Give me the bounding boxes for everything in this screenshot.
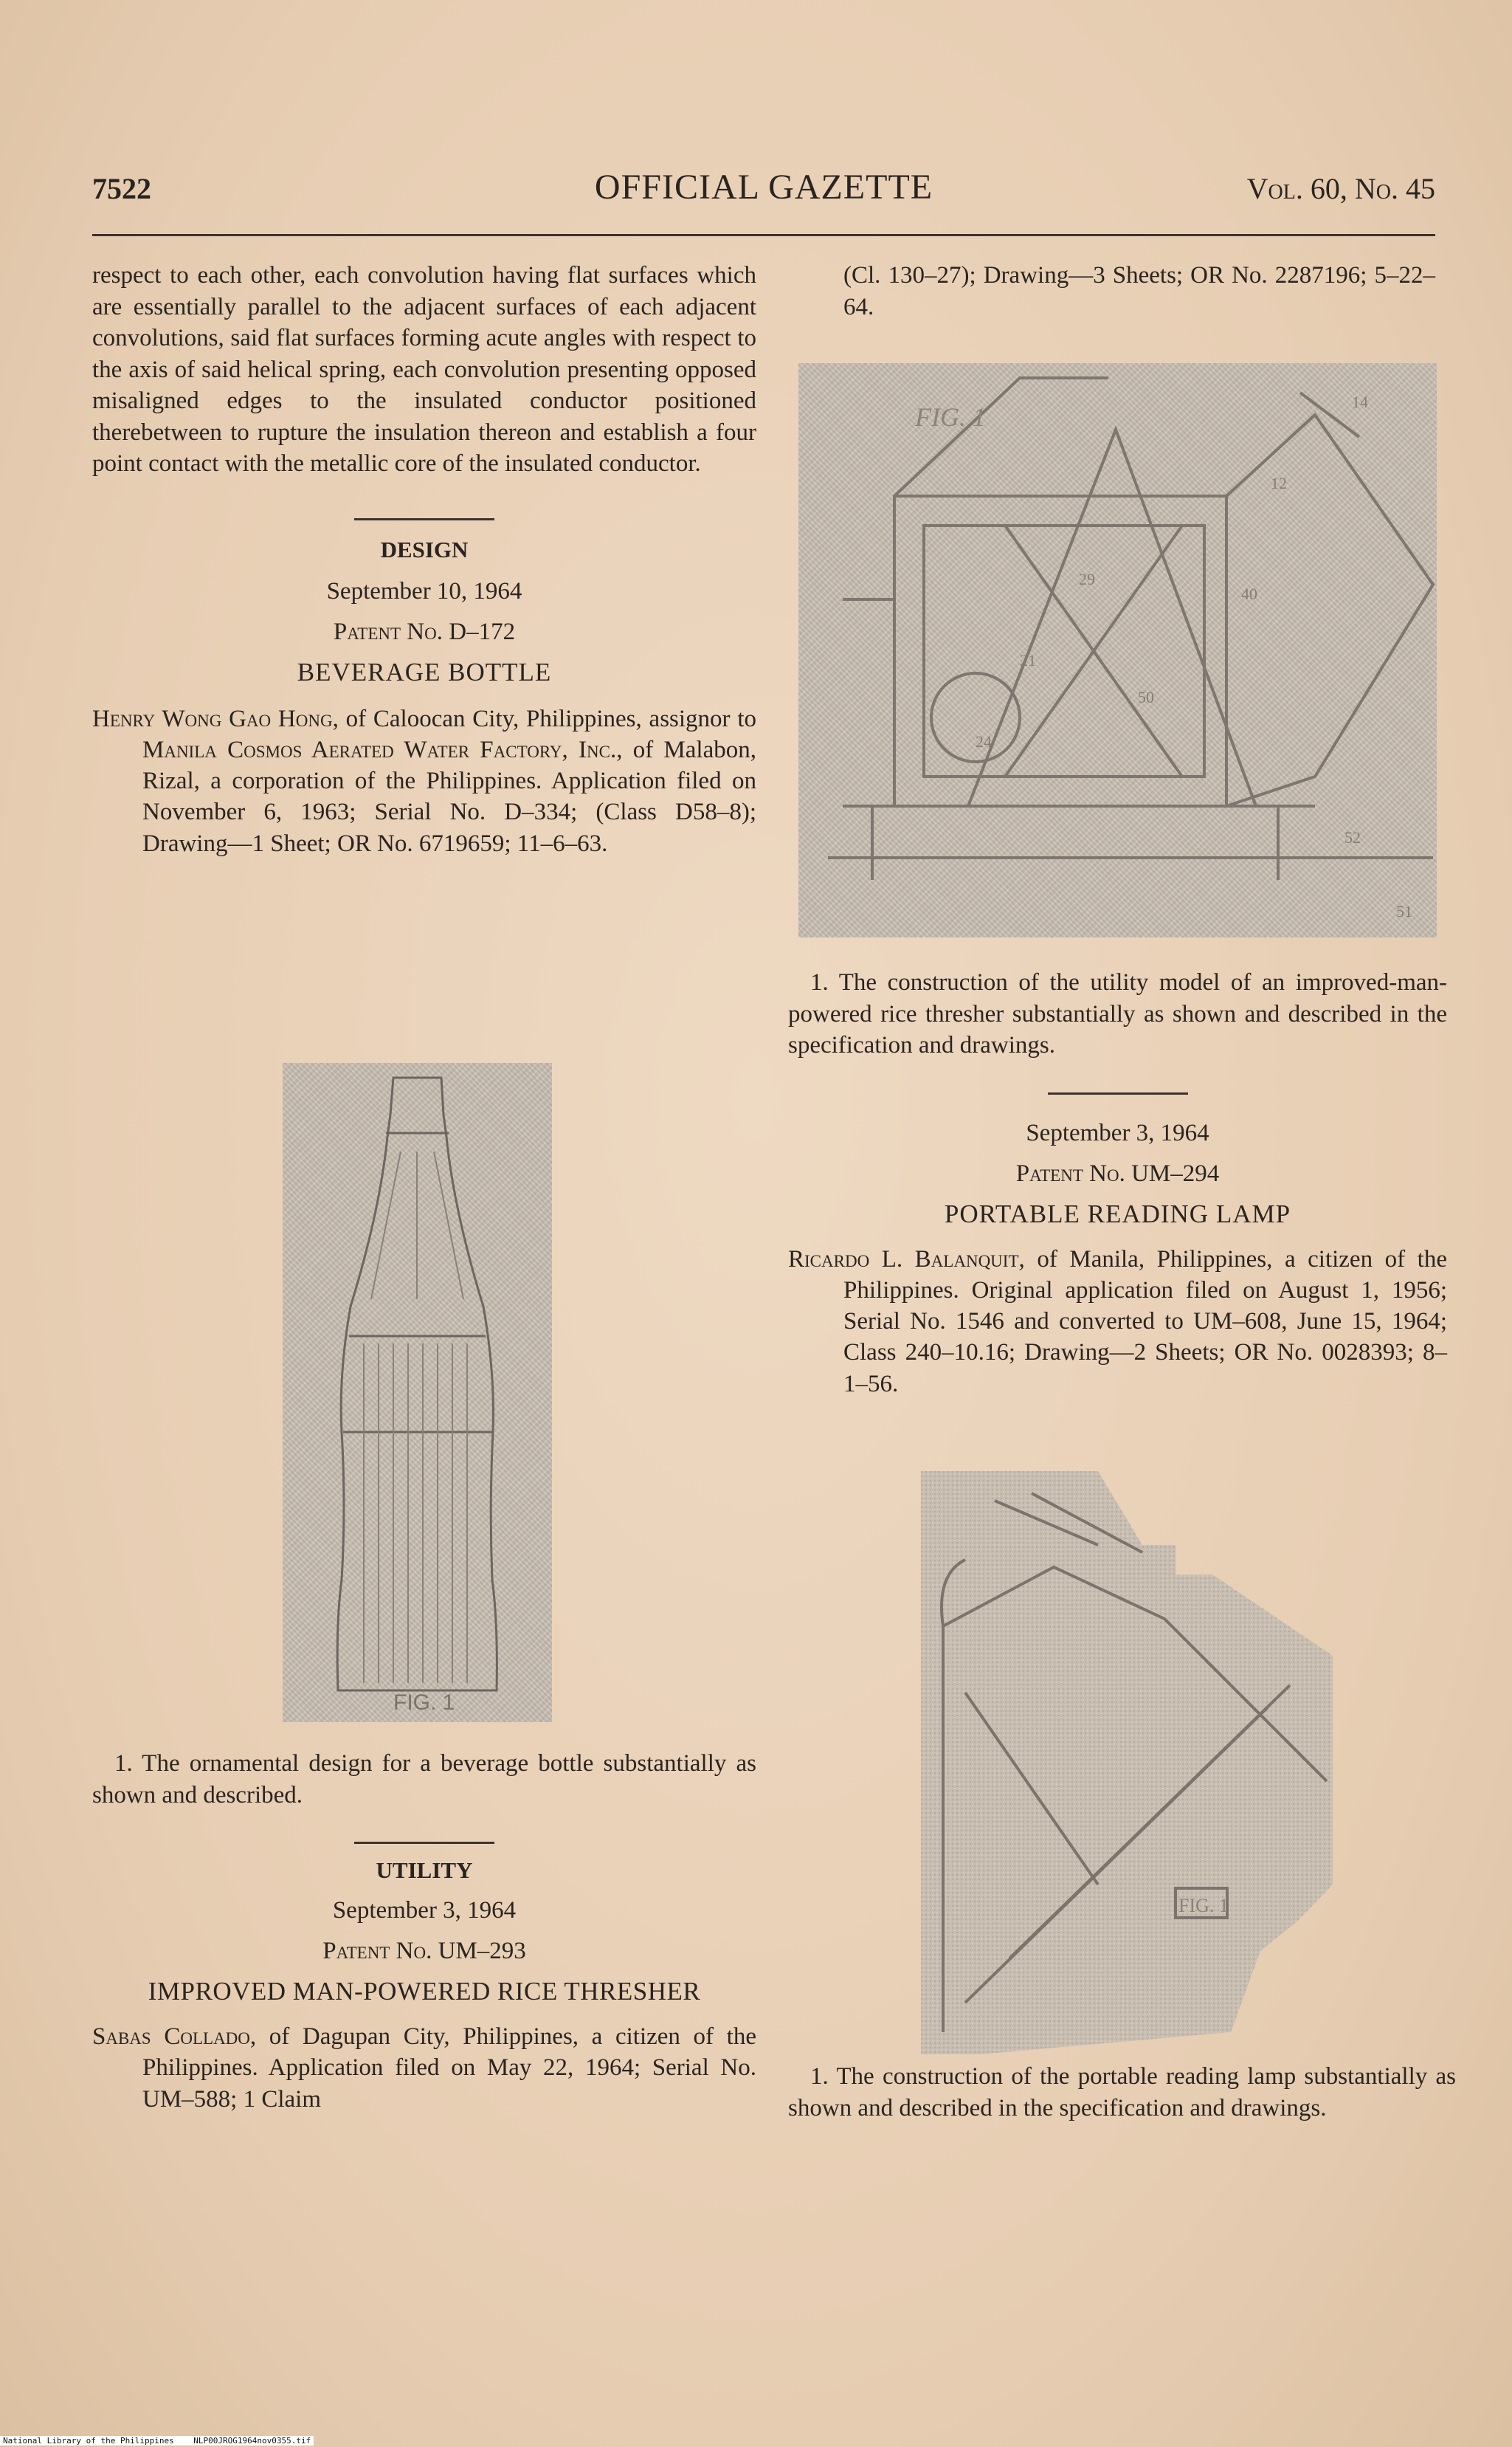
section-heading-utility: UTILITY [376,1857,473,1883]
svg-text:29: 29 [1079,570,1095,588]
continuation-text: respect to each other, each convolution having flat surfaces which are essentially parallel to the adjacent surfaces of each adjacent convolutions, said flat surfaces forming acute angles with respect to the axis of said helical spring, each convolution presenting opposed misaligned edges to the insulated conductor positioned therebetween to rupture the insulation thereon and establish a four point contact with the metallic core of the insulated conductor. [92,262,756,477]
design-inventor: Henry Wong Gao Hong, [92,705,339,732]
design-claim: 1. The ornamental design for a beverage bottle substantially as shown and described. [92,1750,756,1808]
svg-text:24: 24 [976,732,992,751]
utility-date: September 3, 1964 [332,1897,517,1924]
design-body-text-2: of Malabon, Rizal, a corporation of the Philippines. Application filed on November 6, 1963; Serial No. D–334; (Class D58–8); Drawing—1 Sheet; OR No. 6719659; 11–6–63. [142,736,756,857]
left-column-lower [92,1748,756,2115]
section-divider [1048,1092,1188,1095]
lamp-inventor: Ricardo L. Balanquit, [788,1245,1025,1273]
utility-inventor: Sabas Collado, [92,2023,257,2050]
lamp-figure-label: FIG. 1 [1178,1895,1229,1916]
section-divider [354,518,494,520]
lamp-body-text: of Manila, Philippines, a citizen of the Philippines. Original application filed on August 1, 1956; Serial No. 1546 and converted to UM–608, June 15, 1964; Class 240–10.16; Drawing—2 Sheets; OR No. 0028393; 8–1–56. [843,1245,1447,1397]
svg-text:50: 50 [1138,688,1154,706]
section-heading-design: DESIGN [380,536,469,562]
utility-title: IMPROVED MAN-POWERED RICE THRESHER [148,1977,701,2006]
lamp-claim: 1. The construction of the portable reading lamp substantially as shown and described in the specification and drawings. [788,2063,1456,2121]
thresher-figure-label: FIG. 1 [915,402,986,432]
svg-text:52: 52 [1344,828,1361,847]
scan-footer: National Library of the Philippines NLP00JROG1964nov0355.tif [0,2436,314,2446]
svg-text:21: 21 [1020,651,1036,670]
rice-thresher-figure [798,363,1437,937]
bottle-figure-label: FIG. 1 [393,1690,455,1715]
left-column [92,260,756,859]
right-column-middle [788,967,1447,1400]
design-body-text-1: of Caloocan City, Philippines, assignor to [338,705,756,732]
thresher-claim: 1. The construction of the utility model of an improved-man-powered rice thresher substantially as shown and described in the specification and drawings. [788,969,1447,1059]
right-column-lower [788,2061,1456,2124]
utility-body-text: of Dagupan City, Philippines, a citizen of the Philippines. Application filed on May 22, 1964; Serial No. UM–588; 1 Claim [142,2023,757,2113]
svg-text:12: 12 [1271,474,1287,492]
svg-text:40: 40 [1241,585,1257,603]
lamp-title: PORTABLE READING LAMP [944,1199,1291,1228]
design-date: September 10, 1964 [326,577,522,605]
beverage-bottle-figure [283,1063,552,1722]
design-assignee: Manila Cosmos Aerated Water Factory, Inc., [142,736,623,763]
utility-patent-number: Patent No. UM–293 [322,1938,526,1964]
publication-title: OFFICIAL GAZETTE [594,168,933,207]
lamp-body [788,1244,1447,1400]
volume-number: Vol. 60, No. 45 [1246,172,1435,205]
svg-text:14: 14 [1352,393,1368,411]
lamp-patent-number: Patent No. UM–294 [1015,1160,1220,1187]
design-body [92,703,756,859]
design-patent-number: Patent No. D–172 [333,618,516,645]
utility-body [92,2021,756,2115]
design-title: BEVERAGE BOTTLE [297,657,552,686]
right-column-top [843,260,1435,323]
section-divider [354,1842,494,1844]
svg-text:51: 51 [1396,902,1412,920]
page-header [92,168,1435,216]
page-number: 7522 [92,172,151,205]
header-rule [92,234,1435,236]
lamp-date: September 3, 1964 [1026,1119,1209,1146]
thresher-continuation: (Cl. 130–27); Drawing—3 Sheets; OR No. 2287196; 5–22–64. [843,262,1435,320]
reading-lamp-figure [921,1471,1333,2054]
